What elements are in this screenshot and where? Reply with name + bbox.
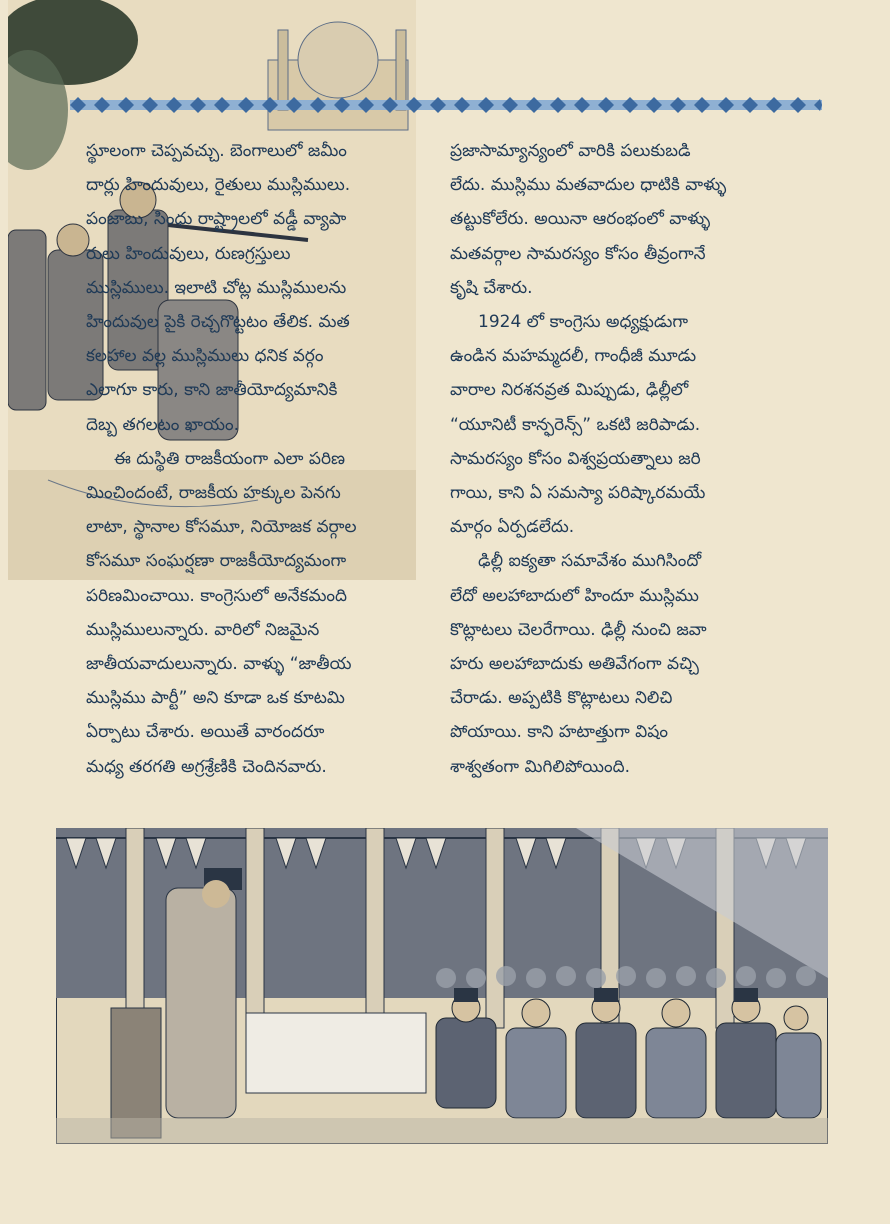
text-line: రులు హిందువులు, రుణగ్రస్తులు xyxy=(86,243,291,264)
text-line: లేదు. ముస్లిము మతవాదుల ధాటికి వాళ్ళు xyxy=(450,175,727,196)
meeting-illustration xyxy=(56,828,828,1144)
text-line: లాటా, స్థానాల కోసమూ, నియోజక వర్గాల xyxy=(86,517,357,538)
text-line: మార్గం ఏర్పడలేదు. xyxy=(450,517,575,538)
text-line: “యూనిటీ కాన్ఫరెన్స్” ఒకటి జరిపాడు. xyxy=(450,414,701,435)
text-line: లేదో అలహాబాదులో హిందూ ముస్లిము xyxy=(450,585,699,606)
text-line: 1924 లో కాంగ్రెసు అధ్యక్షుడుగా xyxy=(478,312,689,333)
text-line: కలహాల వల్ల ముస్లిములు ధనిక వర్గం xyxy=(86,346,324,367)
text-line: హరు అలహాబాదుకు అతివేగంగా వచ్చి xyxy=(450,654,699,675)
text-line: ప్రజాసామ్యాన్యంలో వారికి పలుకుబడి xyxy=(450,141,691,161)
text-line: మతవర్గాల సామరస్యం కోసం తీవ్రంగానే xyxy=(450,243,706,264)
text-line: స్థూలంగా చెప్పవచ్చు. బెంగాలులో జమీం xyxy=(86,141,347,161)
right-column xyxy=(450,134,832,784)
text-line: హిందువుల పైకి రెచ్చగొట్టటం తేలిక. మత xyxy=(86,312,350,333)
text-line: ముస్లిములు. ఇలాటి చోట్ల ముస్లిములను xyxy=(86,277,347,298)
text-line: మధ్య తరగతి అగ్రశ్రేణికి చెందినవారు. xyxy=(86,756,327,777)
text-line: సామరస్యం కోసం విశ్వప్రయత్నాలు జరి xyxy=(450,448,701,469)
text-line: కృషి చేశారు. xyxy=(450,277,533,298)
text-line: ఎలాగూ కారు, కాని జాతీయోద్యమానికి xyxy=(86,380,338,401)
text-line: తట్టుకోలేరు. అయినా ఆరంభంలో వాళ్ళు xyxy=(450,209,711,230)
ornamental-border xyxy=(70,92,822,118)
text-line: కోసమూ సంఘర్షణా రాజకీయోద్యమంగా xyxy=(86,551,347,572)
text-line: గాయి, కాని ఏ సమస్యా పరిష్కారమయే xyxy=(450,483,706,504)
text-line: శాశ్వతంగా మిగిలిపోయింది. xyxy=(450,756,631,777)
text-line: ఏర్పాటు చేశారు. అయితే వారందరూ xyxy=(86,722,325,743)
text-line: దార్లు హిందువులు, రైతులు ముస్లిములు. xyxy=(86,175,351,196)
left-column xyxy=(86,134,426,784)
text-line: మించిందంటే, రాజకీయ హక్కుల పెనగు xyxy=(86,483,341,504)
text-line: చేరాడు. అప్పటికి కొట్లాటలు నిలిచి xyxy=(450,688,673,709)
text-line: ఢిల్లీ ఐక్యతా సమావేశం ముగిసిందో xyxy=(478,551,702,572)
text-line: జాతీయవాదులున్నారు. వాళ్ళు “జాతీయ xyxy=(86,654,352,675)
text-line: వారాల నిరశనవ్రత మిప్పుడు, ఢిల్లీలో xyxy=(450,380,689,401)
text-line: ముస్లిము పార్టీ” అని కూడా ఒక కూటమి xyxy=(86,688,345,709)
text-line: పరిణమించాయి. కాంగ్రెసులో అనేకమంది xyxy=(86,585,348,606)
text-line: పోయాయి. కాని హటాత్తుగా విషం xyxy=(450,722,668,743)
text-line: ముస్లిములున్నారు. వారిలో నిజమైన xyxy=(86,619,320,640)
text-line: ఉండిన మహమ్మదలీ, గాంధీజీ మూడు xyxy=(450,346,697,367)
text-line: కొట్లాటలు చెలరేగాయి. ఢిల్లీ నుంచి జవా xyxy=(450,619,707,640)
text-line: దెబ్బ తగలటం ఖాయం. xyxy=(86,414,239,435)
text-line: ఈ దుస్థితి రాజకీయంగా ఎలా పరిణ xyxy=(114,448,346,469)
text-line: పంజాబు, సింధు రాష్ట్రాలలో వడ్డీ వ్యాపా xyxy=(86,209,347,230)
